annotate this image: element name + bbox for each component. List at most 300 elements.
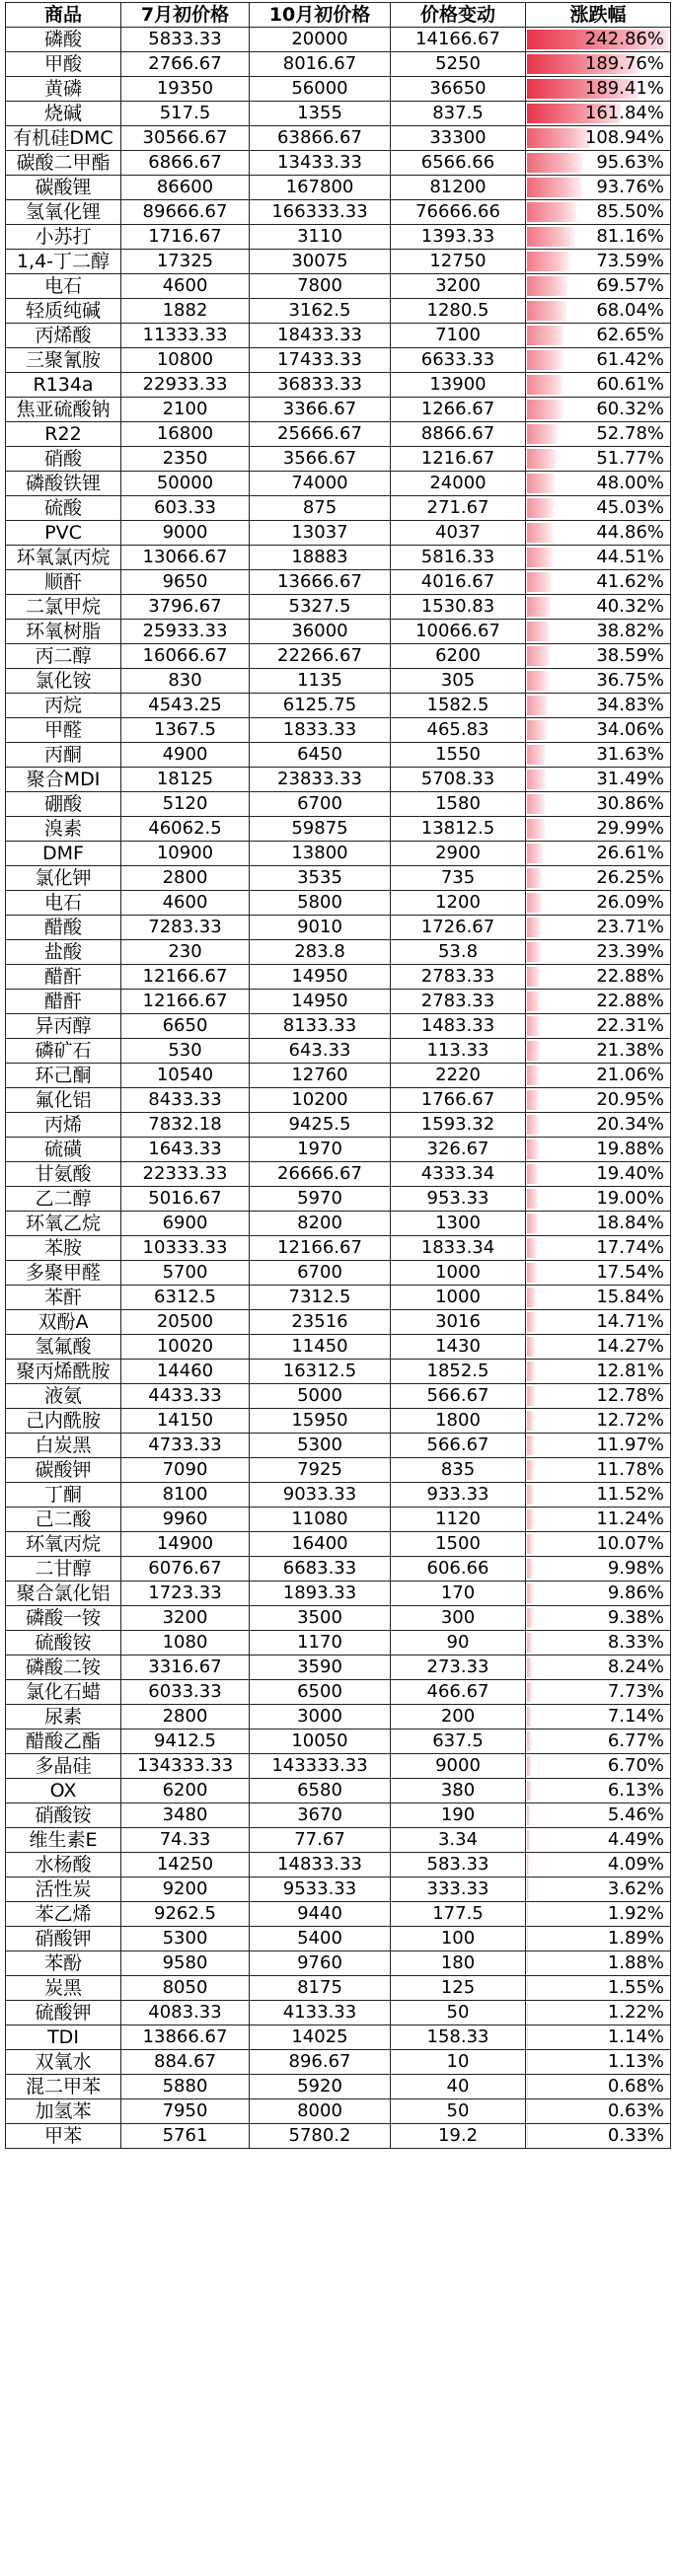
change-percent-label: 108.94% (584, 127, 664, 148)
october-price-cell: 9760 (250, 1951, 391, 1976)
table-row (6, 1064, 671, 1088)
header-commodity: 商品 (6, 3, 121, 28)
data-bar (527, 1066, 539, 1085)
commodity-cell: 苯酐 (6, 1286, 121, 1310)
change-percent-cell (526, 768, 671, 792)
table-row (6, 348, 671, 373)
table-row (6, 225, 671, 250)
october-price-cell: 8000 (250, 2099, 391, 2124)
data-bar (527, 2003, 528, 2023)
table-row (6, 743, 671, 768)
commodity-cell: 甘氨酸 (6, 1162, 121, 1187)
change-percent-label: 0.63% (607, 2100, 664, 2121)
commodity-cell: 二甘醇 (6, 1557, 121, 1582)
price-change-cell: 5250 (391, 52, 526, 77)
july-price-cell: 8050 (121, 1976, 250, 2001)
july-price-cell: 7950 (121, 2099, 250, 2124)
october-price-cell: 896.67 (250, 2050, 391, 2075)
october-price-cell: 6450 (250, 743, 391, 768)
commodity-cell: 硝酸钾 (6, 1927, 121, 1951)
price-change-cell: 9000 (391, 1754, 526, 1779)
july-price-cell: 13066.67 (121, 546, 250, 570)
price-change-cell: 1550 (391, 743, 526, 768)
october-price-cell: 5800 (250, 891, 391, 916)
change-percent-cell (526, 595, 671, 620)
data-bar (527, 622, 550, 641)
october-price-cell: 14833.33 (250, 1853, 391, 1877)
change-percent-cell (526, 1754, 671, 1779)
table-row (6, 1680, 671, 1705)
change-percent-label: 60.32% (596, 399, 664, 419)
commodity-cell: 环氧氯丙烷 (6, 546, 121, 570)
july-price-cell: 603.33 (121, 496, 250, 521)
data-bar (527, 276, 567, 296)
july-price-cell: 16066.67 (121, 644, 250, 669)
change-percent-label: 14.71% (596, 1311, 664, 1332)
data-bar (527, 819, 545, 839)
table-row (6, 1138, 671, 1162)
table-row (6, 1187, 671, 1212)
october-price-cell: 5970 (250, 1187, 391, 1212)
change-percent-cell (526, 126, 671, 151)
data-bar (527, 1435, 534, 1455)
commodity-cell: 氯化石蜡 (6, 1680, 121, 1705)
change-percent-label: 44.86% (596, 522, 664, 543)
change-percent-label: 8.33% (607, 1632, 664, 1653)
october-price-cell: 18883 (250, 546, 391, 570)
change-percent-cell (526, 1902, 671, 1927)
data-bar (527, 1633, 532, 1653)
table-row (6, 1310, 671, 1335)
data-bar (527, 1608, 533, 1628)
change-percent-cell (526, 1286, 671, 1310)
commodity-cell: 丙烯 (6, 1113, 121, 1138)
october-price-cell: 5920 (250, 2075, 391, 2099)
table-row (6, 1335, 671, 1360)
table-row (6, 299, 671, 324)
data-bar (527, 745, 546, 765)
july-price-cell: 1882 (121, 299, 250, 324)
table-row (6, 620, 671, 644)
change-percent-label: 44.51% (596, 547, 664, 567)
change-percent-label: 21.06% (596, 1065, 664, 1085)
table-row (6, 1730, 671, 1754)
change-percent-cell (526, 1730, 671, 1754)
october-price-cell: 77.67 (250, 1828, 391, 1853)
price-change-cell: 1833.34 (391, 1236, 526, 1261)
change-percent-label: 52.78% (596, 423, 664, 444)
commodity-cell: 磷酸一铵 (6, 1606, 121, 1631)
october-price-cell: 3110 (250, 225, 391, 250)
october-price-cell: 3000 (250, 1705, 391, 1730)
price-change-cell: 333.33 (391, 1877, 526, 1902)
price-change-cell: 50 (391, 2001, 526, 2025)
table-row (6, 1532, 671, 1557)
october-price-cell: 3500 (250, 1606, 391, 1631)
data-bar (527, 252, 569, 271)
change-percent-label: 93.76% (596, 177, 664, 197)
price-change-cell: 24000 (391, 472, 526, 496)
change-percent-label: 189.76% (584, 53, 664, 74)
july-price-cell: 5300 (121, 1927, 250, 1951)
header-price-change: 价格变动 (391, 3, 526, 28)
october-price-cell: 7312.5 (250, 1286, 391, 1310)
commodity-cell: 醋酐 (6, 965, 121, 990)
change-percent-label: 12.78% (596, 1385, 664, 1406)
price-change-cell: 1593.32 (391, 1113, 526, 1138)
table-row (6, 2050, 671, 2075)
july-price-cell: 12166.67 (121, 990, 250, 1014)
july-price-cell: 7283.33 (121, 916, 250, 940)
change-percent-label: 6.13% (607, 1780, 664, 1801)
commodity-cell: 苯胺 (6, 1236, 121, 1261)
change-percent-cell (526, 2050, 671, 2075)
october-price-cell: 16400 (250, 1532, 391, 1557)
commodity-cell: 双氧水 (6, 2050, 121, 2075)
change-percent-cell (526, 1088, 671, 1113)
july-price-cell: 10800 (121, 348, 250, 373)
table-row (6, 1927, 671, 1951)
price-change-cell: 837.5 (391, 102, 526, 126)
data-bar (527, 696, 548, 715)
table-row (6, 1705, 671, 1730)
price-change-cell: 13900 (391, 373, 526, 398)
change-percent-cell (526, 348, 671, 373)
change-percent-label: 21.38% (596, 1040, 664, 1061)
data-bar (527, 918, 541, 937)
data-bar (527, 1682, 532, 1702)
price-change-cell: 1216.67 (391, 447, 526, 472)
table-row (6, 694, 671, 718)
change-percent-label: 12.72% (596, 1410, 664, 1431)
july-price-cell: 5016.67 (121, 1187, 250, 1212)
price-change-cell: 81200 (391, 176, 526, 200)
header-july-price: 7月初价格 (121, 3, 250, 28)
data-bar (527, 1189, 538, 1209)
commodity-cell: 碳酸锂 (6, 176, 121, 200)
data-bar (527, 1879, 529, 1899)
october-price-cell: 1970 (250, 1138, 391, 1162)
price-change-cell: 7100 (391, 324, 526, 348)
change-percent-label: 11.97% (596, 1435, 664, 1455)
commodity-cell: 丁酮 (6, 1483, 121, 1508)
july-price-cell: 9200 (121, 1877, 250, 1902)
july-price-cell: 4433.33 (121, 1384, 250, 1409)
october-price-cell: 25666.67 (250, 422, 391, 447)
price-change-cell: 8866.67 (391, 422, 526, 447)
october-price-cell: 9010 (250, 916, 391, 940)
october-price-cell: 9440 (250, 1902, 391, 1927)
commodity-cell: 有机硅DMC (6, 126, 121, 151)
change-percent-cell (526, 1483, 671, 1508)
change-percent-cell (526, 1803, 671, 1828)
data-bar (527, 498, 554, 518)
data-bar (527, 794, 545, 814)
change-percent-cell (526, 521, 671, 546)
table-row (6, 1951, 671, 1976)
change-percent-label: 23.71% (596, 917, 664, 937)
data-bar (527, 1978, 528, 1998)
october-price-cell: 9533.33 (250, 1877, 391, 1902)
price-change-cell: 1766.67 (391, 1088, 526, 1113)
change-percent-cell (526, 324, 671, 348)
change-percent-cell (526, 1656, 671, 1680)
data-bar (527, 1781, 531, 1801)
commodity-cell: 碳酸二甲酯 (6, 151, 121, 176)
july-price-cell: 14250 (121, 1853, 250, 1877)
change-percent-cell (526, 299, 671, 324)
change-percent-label: 6.77% (607, 1730, 664, 1751)
table-row (6, 52, 671, 77)
commodity-cell: 顺酐 (6, 570, 121, 595)
change-percent-cell (526, 1631, 671, 1656)
change-percent-cell (526, 1508, 671, 1532)
change-percent-cell (526, 916, 671, 940)
change-percent-cell (526, 2099, 671, 2124)
commodity-cell: 磷酸铁锂 (6, 472, 121, 496)
change-percent-cell (526, 669, 671, 694)
change-percent-cell (526, 1409, 671, 1434)
change-percent-label: 4.09% (607, 1854, 664, 1875)
data-bar (527, 202, 576, 222)
table-row (6, 2025, 671, 2050)
change-percent-cell (526, 447, 671, 472)
july-price-cell: 2766.67 (121, 52, 250, 77)
price-change-cell: 1483.33 (391, 1014, 526, 1039)
commodity-cell: 焦亚硫酸钠 (6, 398, 121, 422)
data-bar (527, 1830, 530, 1850)
july-price-cell: 16800 (121, 422, 250, 447)
data-bar (527, 1238, 537, 1258)
price-change-cell: 4016.67 (391, 570, 526, 595)
table-row (6, 176, 671, 200)
change-percent-cell (526, 1212, 671, 1236)
change-percent-label: 41.62% (596, 571, 664, 592)
change-percent-cell (526, 1360, 671, 1384)
change-percent-label: 4.49% (607, 1829, 664, 1850)
commodity-cell: 活性炭 (6, 1877, 121, 1902)
data-bar (527, 1362, 535, 1381)
table-row (6, 422, 671, 447)
data-bar (527, 572, 552, 592)
commodity-cell: 氯化钾 (6, 866, 121, 891)
table-row (6, 472, 671, 496)
commodity-cell: 硼酸 (6, 792, 121, 817)
data-bar (527, 893, 542, 913)
change-percent-label: 48.00% (596, 473, 664, 493)
july-price-cell: 30566.67 (121, 126, 250, 151)
table-row (6, 1828, 671, 1853)
table-row (6, 718, 671, 743)
july-price-cell: 2800 (121, 1705, 250, 1730)
table-row (6, 1754, 671, 1779)
october-price-cell: 14025 (250, 2025, 391, 2050)
data-bar (527, 1288, 536, 1307)
commodity-cell: 硝酸铵 (6, 1803, 121, 1828)
change-percent-cell (526, 891, 671, 916)
change-percent-label: 26.09% (596, 892, 664, 913)
price-change-cell: 6200 (391, 644, 526, 669)
table-row (6, 669, 671, 694)
table-row (6, 447, 671, 472)
table-row (6, 1409, 671, 1434)
commodity-cell: 丙二醇 (6, 644, 121, 669)
table-row (6, 496, 671, 521)
commodity-cell: 硝酸 (6, 447, 121, 472)
october-price-cell: 3670 (250, 1803, 391, 1828)
change-percent-cell (526, 965, 671, 990)
data-bar (527, 1041, 540, 1061)
price-change-cell: 1852.5 (391, 1360, 526, 1384)
price-change-cell: 100 (391, 1927, 526, 1951)
table-row (6, 768, 671, 792)
july-price-cell: 5120 (121, 792, 250, 817)
change-percent-label: 12.81% (596, 1361, 664, 1381)
table-row (6, 1458, 671, 1483)
data-bar (527, 1312, 536, 1332)
change-percent-label: 34.06% (596, 719, 664, 740)
october-price-cell: 5400 (250, 1927, 391, 1951)
table-row (6, 1582, 671, 1606)
table-row (6, 1286, 671, 1310)
change-percent-label: 9.38% (607, 1607, 664, 1628)
july-price-cell: 3200 (121, 1606, 250, 1631)
data-bar (527, 844, 543, 863)
change-percent-label: 242.86% (584, 29, 664, 49)
change-percent-cell (526, 1458, 671, 1483)
price-change-cell: 583.33 (391, 1853, 526, 1877)
october-price-cell: 8016.67 (250, 52, 391, 77)
october-price-cell: 59875 (250, 817, 391, 842)
data-bar (527, 1214, 538, 1233)
table-row (6, 792, 671, 817)
change-percent-label: 40.32% (596, 596, 664, 617)
october-price-cell: 3366.67 (250, 398, 391, 422)
change-percent-cell (526, 718, 671, 743)
commodity-cell: 丙酮 (6, 743, 121, 768)
data-bar (527, 1929, 528, 1949)
change-percent-cell (526, 77, 671, 102)
price-change-cell: 273.33 (391, 1656, 526, 1680)
change-percent-cell (526, 1779, 671, 1803)
table-row (6, 28, 671, 52)
october-price-cell: 22266.67 (250, 644, 391, 669)
change-percent-label: 36.75% (596, 670, 664, 691)
commodity-cell: 聚合MDI (6, 768, 121, 792)
price-change-cell: 1120 (391, 1508, 526, 1532)
table-row (6, 546, 671, 570)
october-price-cell: 143333.33 (250, 1754, 391, 1779)
commodity-cell: 丙烯酸 (6, 324, 121, 348)
july-price-cell: 4600 (121, 274, 250, 299)
change-percent-cell (526, 2075, 671, 2099)
change-percent-label: 22.31% (596, 1015, 664, 1036)
october-price-cell: 8175 (250, 1976, 391, 2001)
change-percent-cell (526, 940, 671, 965)
data-bar (527, 548, 553, 567)
commodity-cell: 烧碱 (6, 102, 121, 126)
october-price-cell: 6700 (250, 1261, 391, 1286)
october-price-cell: 13800 (250, 842, 391, 866)
change-percent-cell (526, 250, 671, 274)
commodity-cell: 二氯甲烷 (6, 595, 121, 620)
change-percent-label: 20.95% (596, 1089, 664, 1110)
commodity-cell: 1,4-丁二醇 (6, 250, 121, 274)
price-change-cell: 200 (391, 1705, 526, 1730)
october-price-cell: 14950 (250, 965, 391, 990)
change-percent-label: 1.14% (607, 2026, 664, 2047)
table-row (6, 398, 671, 422)
change-percent-cell (526, 274, 671, 299)
change-percent-cell (526, 1680, 671, 1705)
change-percent-label: 19.88% (596, 1139, 664, 1159)
october-price-cell: 10050 (250, 1730, 391, 1754)
data-bar (527, 1485, 534, 1505)
commodity-cell: 丙烷 (6, 694, 121, 718)
july-price-cell: 9000 (121, 521, 250, 546)
price-change-cell: 2220 (391, 1064, 526, 1088)
july-price-cell: 14150 (121, 1409, 250, 1434)
price-change-cell: 271.67 (391, 496, 526, 521)
change-percent-label: 1.92% (607, 1903, 664, 1924)
change-percent-cell (526, 1039, 671, 1064)
change-percent-label: 1.22% (607, 2002, 664, 2023)
table-row (6, 1483, 671, 1508)
july-price-cell: 9262.5 (121, 1902, 250, 1927)
change-percent-label: 6.70% (607, 1755, 664, 1776)
july-price-cell: 10333.33 (121, 1236, 250, 1261)
change-percent-cell (526, 1384, 671, 1409)
price-change-cell: 300 (391, 1606, 526, 1631)
price-change-cell: 933.33 (391, 1483, 526, 1508)
price-change-cell: 2783.33 (391, 990, 526, 1014)
july-price-cell: 46062.5 (121, 817, 250, 842)
price-change-cell: 466.67 (391, 1680, 526, 1705)
table-row (6, 1212, 671, 1236)
july-price-cell: 8433.33 (121, 1088, 250, 1113)
table-row (6, 916, 671, 940)
july-price-cell: 2350 (121, 447, 250, 472)
commodity-cell: DMF (6, 842, 121, 866)
change-percent-label: 31.63% (596, 744, 664, 765)
october-price-cell: 5327.5 (250, 595, 391, 620)
data-bar (527, 1337, 535, 1357)
july-price-cell: 134333.33 (121, 1754, 250, 1779)
july-price-cell: 6033.33 (121, 1680, 250, 1705)
october-price-cell: 10200 (250, 1088, 391, 1113)
july-price-cell: 5880 (121, 2075, 250, 2099)
table-row (6, 1113, 671, 1138)
change-percent-label: 1.88% (607, 1952, 664, 1973)
table-row (6, 126, 671, 151)
data-bar (527, 942, 541, 962)
data-bar (527, 1583, 533, 1603)
commodity-cell: 硫酸 (6, 496, 121, 521)
price-change-cell: 3200 (391, 274, 526, 299)
commodity-cell: 加氢苯 (6, 2099, 121, 2124)
july-price-cell: 1723.33 (121, 1582, 250, 1606)
october-price-cell: 17433.33 (250, 348, 391, 373)
july-price-cell: 17325 (121, 250, 250, 274)
header-october-price: 10月初价格 (250, 3, 391, 28)
july-price-cell: 517.5 (121, 102, 250, 126)
july-price-cell: 1643.33 (121, 1138, 250, 1162)
commodity-cell: 甲醛 (6, 718, 121, 743)
october-price-cell: 6500 (250, 1680, 391, 1705)
price-change-cell: 53.8 (391, 940, 526, 965)
july-price-cell: 14900 (121, 1532, 250, 1557)
change-percent-label: 31.49% (596, 769, 664, 789)
